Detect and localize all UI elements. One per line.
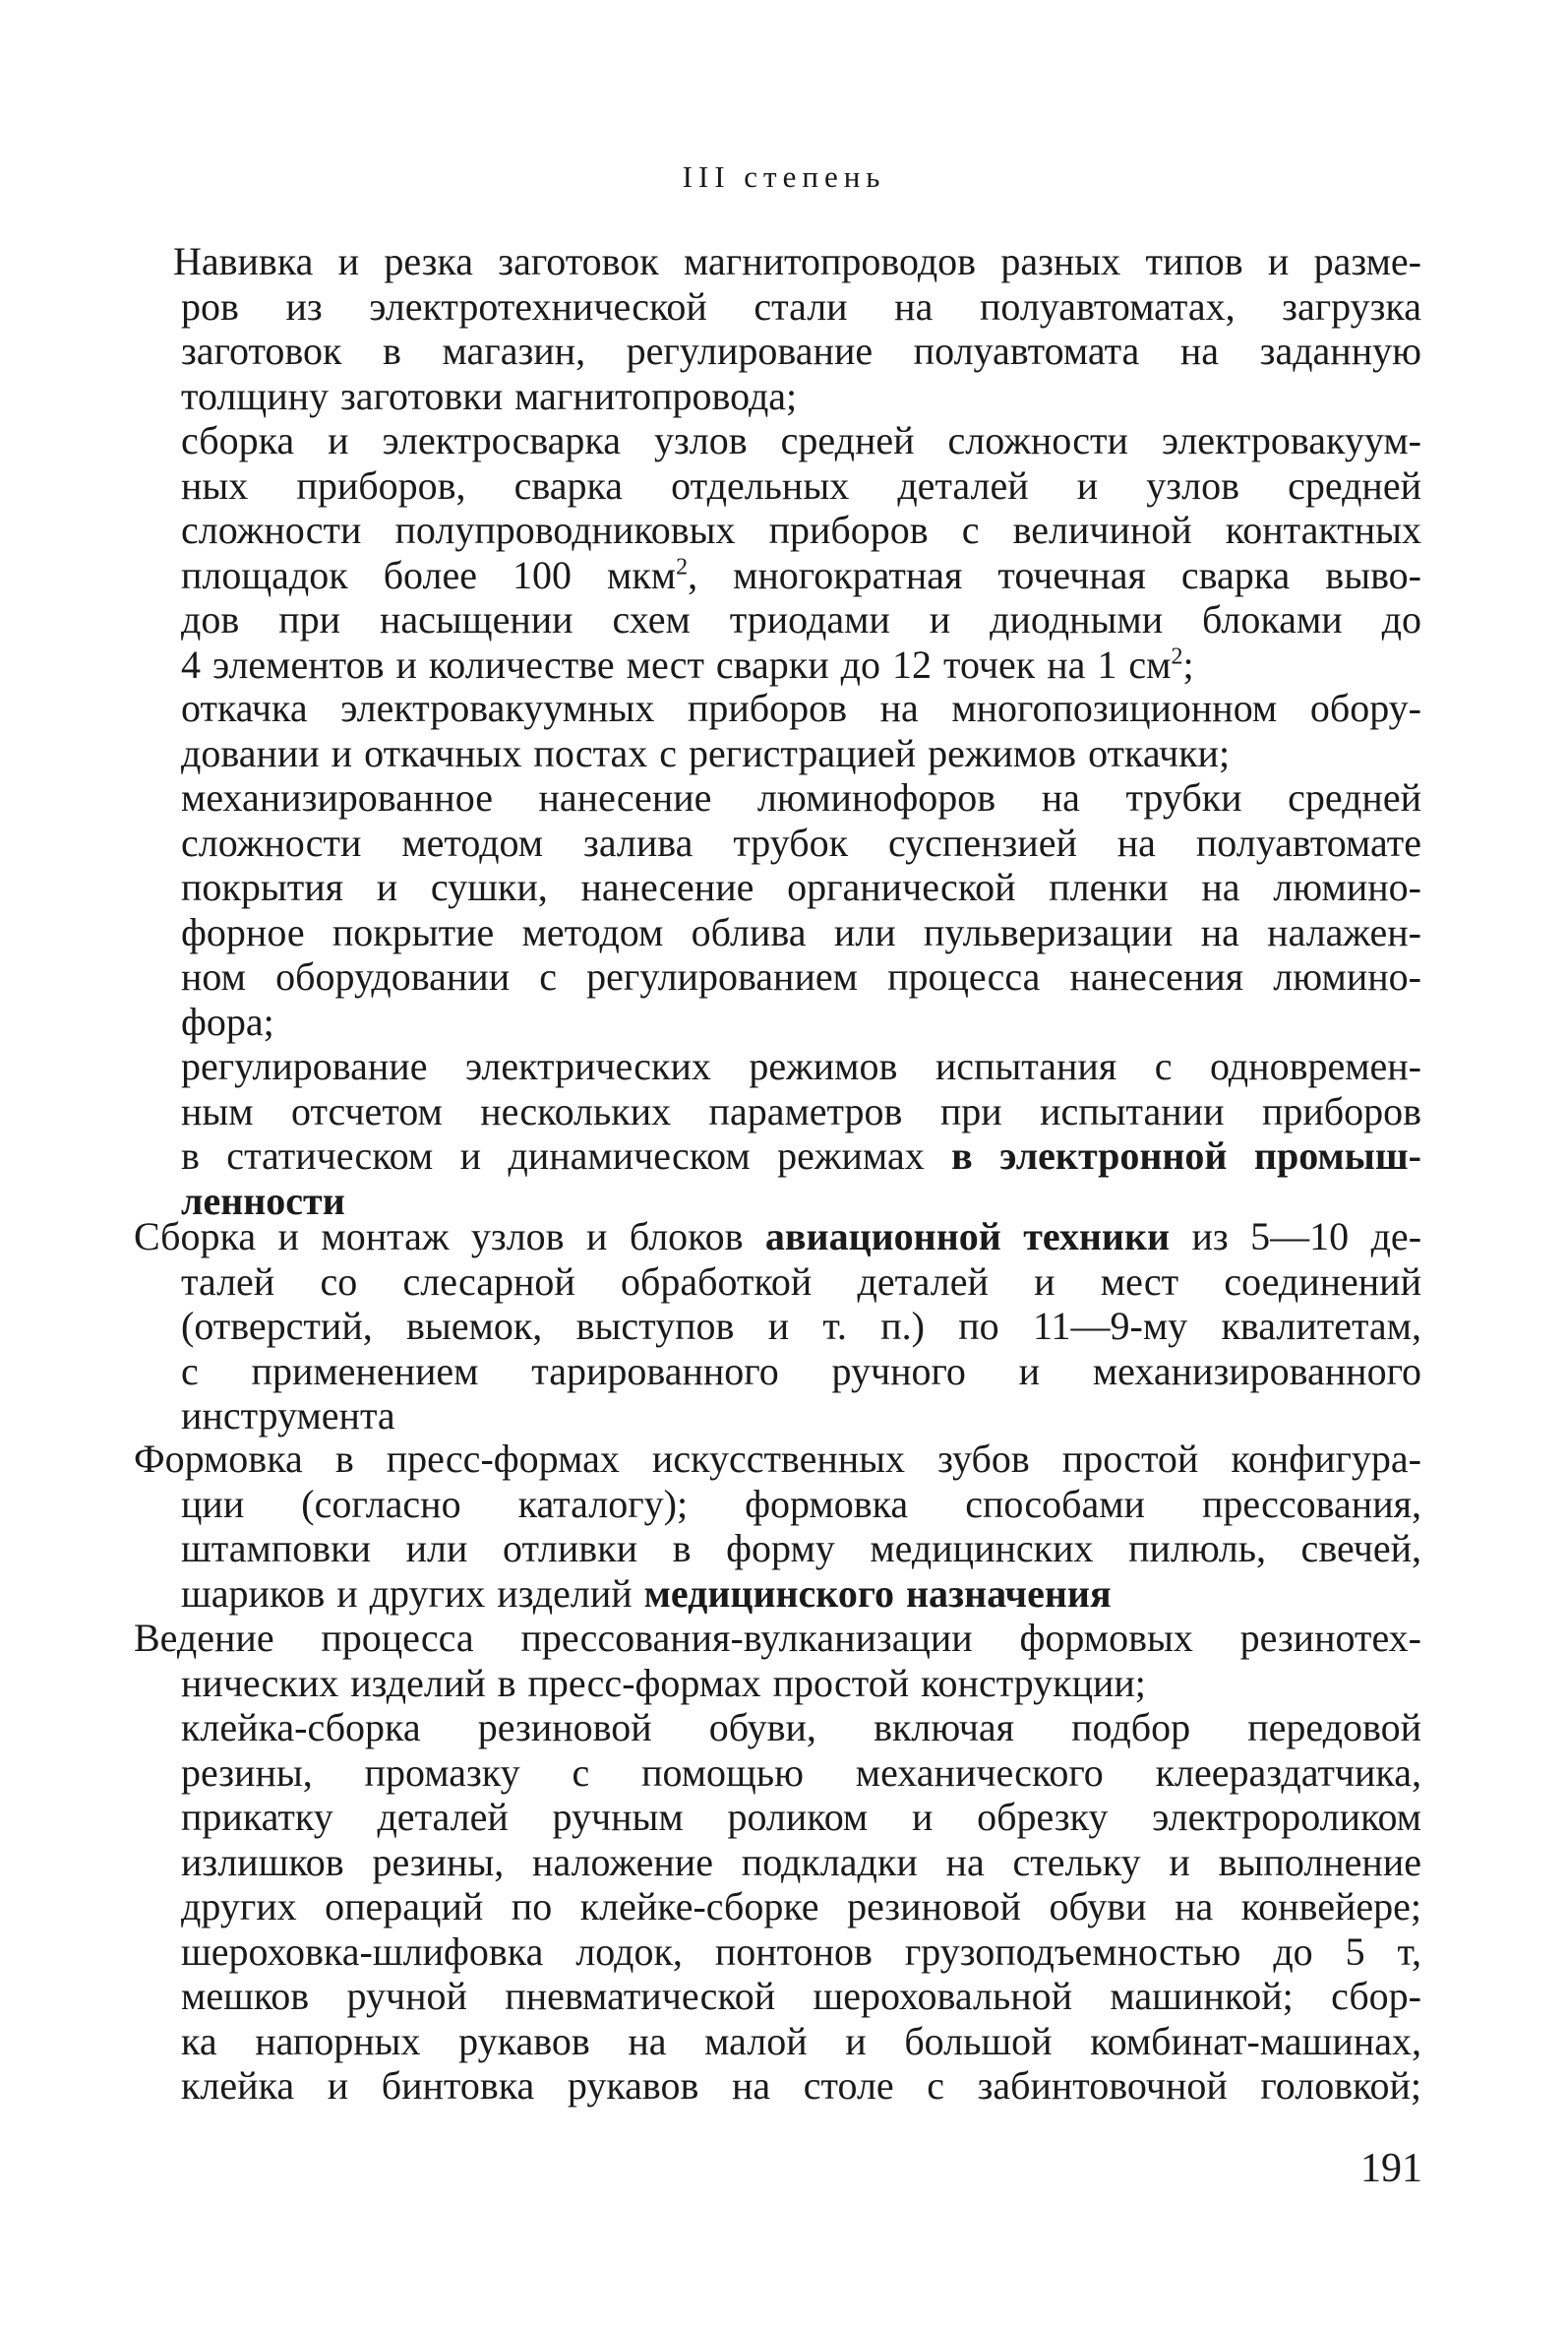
text-line: ров из электротехнической стали на полуавтоматах, загрузка — [181, 283, 1421, 329]
industry-label: медицинского назначения — [643, 1570, 1112, 1616]
text-line: штамповки или отливки в форму медицинских пилюль, свечей, — [181, 1526, 1421, 1570]
text-line: с применением тарированного ручного и механизированного — [181, 1348, 1421, 1393]
text-line: нических изделий в пресс-формах простой конструкции; — [181, 1660, 1146, 1705]
text-line: дов при насыщении схем триодами и диодными блоками до — [181, 597, 1421, 642]
section-heading: III степень — [682, 159, 886, 194]
text-line: других операций по клейке-сборке резиновой обуви на конвейере; — [181, 1884, 1421, 1928]
text-line: мешков ручной пневматической шероховальной машинкой; сбор- — [181, 1974, 1421, 2018]
text-line: ном оборудовании с регулированием процесса нанесения люмино- — [181, 954, 1421, 999]
paragraph-vulcanization — [0, 1616, 1568, 1705]
text-line: сложности полупроводниковых приборов с величиной контактных — [181, 508, 1421, 552]
text-line: Навивка и резка заготовок магнитопроводов разных типов и разме- — [173, 239, 1421, 283]
text-line: клейка-сборка резиновой обуви, включая подбор передовой — [181, 1705, 1421, 1749]
text-line: ка напорных рукавов на малой и большой комбинат-машинах, — [181, 2018, 1421, 2063]
text-line: форное покрытие методом облива или пульверизации на налажен- — [181, 909, 1421, 954]
text-run: 4 элементов и количестве мест сварки до 12 точек на 1 см — [181, 642, 1172, 687]
paragraph-rubber-footwear — [181, 1705, 1421, 2109]
industry-label-continued: ленности — [181, 1178, 345, 1223]
text-line: ным отсчетом нескольких параметров при испытании приборов — [181, 1088, 1421, 1133]
paragraph-assembly-welding — [181, 418, 1421, 687]
text-line: (отверстий, выемок, выступов и т. п.) по 11—9-му квалитетам, — [181, 1304, 1421, 1348]
superscript: 2 — [676, 554, 689, 581]
text-line: талей со слесарной обработкой деталей и мест соединений — [181, 1258, 1421, 1304]
text-line: прикатку деталей ручным роликом и обрезку электророликом — [181, 1795, 1421, 1839]
text-run: ; — [1182, 642, 1194, 687]
text-line: регулирование электрических режимов испытания с одновремен- — [181, 1044, 1421, 1088]
text-line: резины, промазку с помощью механического клеераздатчика, — [181, 1749, 1421, 1795]
text-line: сложности методом залива трубок суспензией на полуавтомате — [181, 820, 1421, 865]
paragraph-coil-winding — [0, 239, 1568, 418]
text-line: инструмента — [181, 1393, 395, 1438]
text-line: Формовка в пресс-формах искусственных зубов простой конфигура- — [134, 1437, 1421, 1481]
text-line: излишков резины, наложение подкладки на стельку и выполнение — [181, 1839, 1421, 1884]
text-run: в статическом и динамическом режимах — [181, 1133, 952, 1178]
text-run: Сборка и монтаж узлов и блоков — [134, 1214, 765, 1258]
text-line — [181, 1133, 1421, 1179]
text-run: шариков и других изделий — [181, 1570, 644, 1616]
text-line: фора; — [181, 999, 274, 1044]
text-line: сборка и электросварка узлов средней сложности электровакуум- — [181, 418, 1421, 462]
industry-label: в электронной промыш- — [951, 1133, 1422, 1178]
text-line: ных приборов, сварка отдельных деталей и узлов средней — [181, 462, 1421, 508]
text-line — [181, 553, 1421, 598]
page-number: 191 — [1360, 2146, 1422, 2191]
text-line: заготовок в магазин, регулирование полуавтомата на заданную — [181, 329, 1421, 373]
paragraph-pumping — [181, 686, 1421, 775]
text-line — [181, 1571, 1421, 1617]
text-line: откачка электровакуумных приборов на многопозиционном обору- — [181, 686, 1421, 730]
text-line: клейка и бинтовка рукавов на столе с забинтовочной головкой; — [181, 2063, 1421, 2108]
paragraph-electrical-modes — [181, 1044, 1421, 1223]
paragraph-aviation-assembly — [0, 1214, 1568, 1438]
industry-label: авиационной техники — [764, 1214, 1171, 1258]
text-line: покрытия и сушки, нанесение органической пленки на люмино- — [181, 865, 1421, 909]
text-line: ции (согласно каталогу); формовка способами прессования, — [181, 1481, 1421, 1526]
superscript: 2 — [1171, 643, 1183, 670]
text-line: толщину заготовки магнитопровода; — [181, 373, 798, 418]
text-line: довании и откачных постах с регистрацией режимов откачки; — [181, 730, 1231, 775]
text-line: шероховка-шлифовка лодок, понтонов грузоподъемностью до 5 т, — [181, 1928, 1421, 1974]
text-run: из 5—10 де- — [1170, 1214, 1422, 1258]
text-line: Ведение процесса прессования-вулканизации формовых резинотех- — [134, 1616, 1421, 1660]
text-run: площадок более 100 мкм — [181, 552, 677, 597]
text-line — [134, 1214, 1421, 1259]
paragraph-molding — [0, 1437, 1568, 1616]
text-run: , многократная точечная сварка выво- — [688, 552, 1421, 597]
text-line — [181, 642, 1421, 688]
paragraph-phosphor-coating — [181, 775, 1421, 1044]
text-line: механизированное нанесение люминофоров на трубки средней — [181, 775, 1421, 820]
